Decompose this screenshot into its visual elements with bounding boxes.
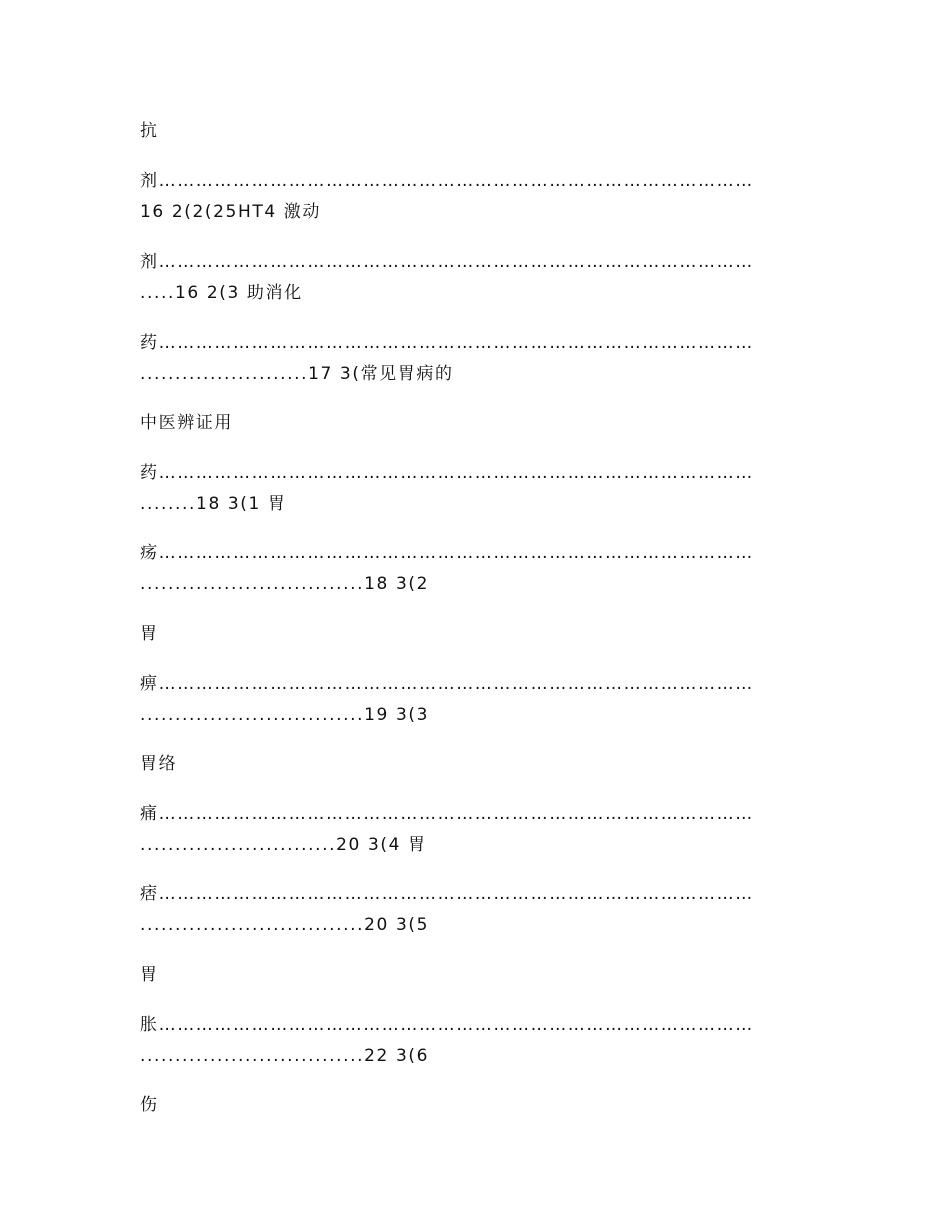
toc-line: 剂…………………………………………………………………………………… xyxy=(140,171,754,191)
toc-line: ................................22 3(6 xyxy=(140,1046,430,1066)
toc-line: ............................20 3(4 胃 xyxy=(140,835,427,855)
toc-line: .....16 2(3 助消化 xyxy=(140,283,303,303)
toc-line: 痞…………………………………………………………………………………… xyxy=(140,884,754,904)
toc-line: 胃 xyxy=(140,965,159,985)
toc-line: 伤 xyxy=(140,1095,159,1115)
toc-line: 剂…………………………………………………………………………………… xyxy=(140,252,754,272)
toc-line: 16 2(2(25HT4 激动 xyxy=(140,202,321,222)
toc-line: 胃 xyxy=(140,624,159,644)
toc-line: 中医辨证用 xyxy=(140,413,233,433)
toc-line: 药…………………………………………………………………………………… xyxy=(140,333,754,353)
toc-line: ................................19 3(3 xyxy=(140,705,430,725)
toc-line: ................................20 3(5 xyxy=(140,915,430,935)
toc-line: 药…………………………………………………………………………………… xyxy=(140,463,754,483)
toc-line: ........18 3(1 胃 xyxy=(140,494,287,514)
toc-line: 痹…………………………………………………………………………………… xyxy=(140,674,754,694)
toc-line: 胃络 xyxy=(140,754,178,774)
toc-line: 疡…………………………………………………………………………………… xyxy=(140,543,754,563)
toc-line: ................................18 3(2 xyxy=(140,574,430,594)
toc-line: 痛…………………………………………………………………………………… xyxy=(140,804,754,824)
toc-line: 胀…………………………………………………………………………………… xyxy=(140,1015,754,1035)
toc-line: ........................17 3(常见胃病的 xyxy=(140,364,454,384)
toc-line: 抗 xyxy=(140,121,159,141)
